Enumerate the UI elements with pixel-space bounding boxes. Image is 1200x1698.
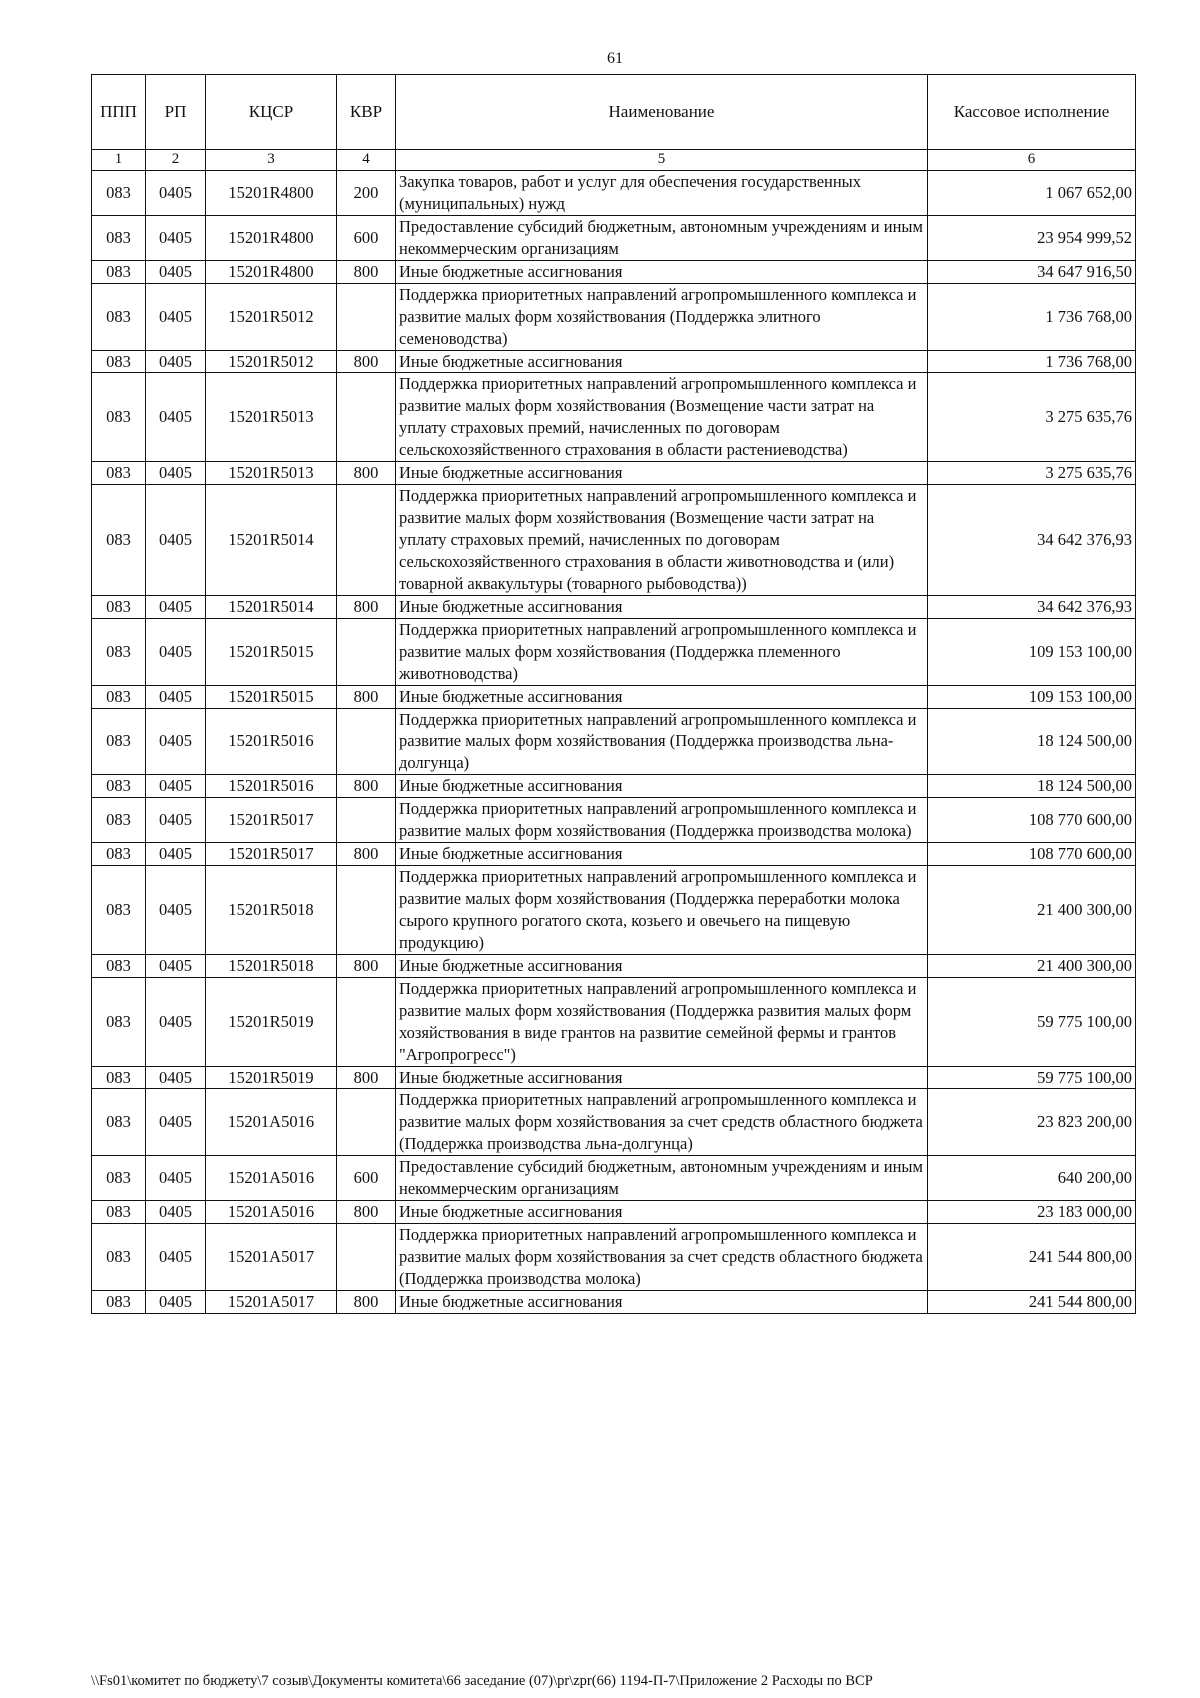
table-row: [92, 1201, 1136, 1224]
table-header-row: [92, 75, 1136, 150]
table-row: [92, 843, 1136, 866]
cell-name: Поддержка приоритетных направлений агропромышленного комплекса и развитие малых форм хозяйствования (Поддержка племенного животноводства): [396, 618, 928, 685]
cell-name: Иные бюджетные ассигнования: [396, 462, 928, 485]
table-row: [92, 1290, 1136, 1313]
cell-kcsr: 15201R5013: [206, 462, 337, 485]
cell-rp: 0405: [146, 1089, 206, 1156]
table-row: [92, 798, 1136, 843]
cell-kvr: 800: [337, 1201, 396, 1224]
cell-kcsr: 15201R5017: [206, 843, 337, 866]
table-row: [92, 1224, 1136, 1291]
table-row: [92, 866, 1136, 955]
column-number: 2: [146, 150, 206, 171]
cell-kvr: 800: [337, 462, 396, 485]
cell-amount: 59 775 100,00: [928, 977, 1136, 1066]
cell-kvr: 800: [337, 775, 396, 798]
cell-amount: 23 823 200,00: [928, 1089, 1136, 1156]
header-rp: РП: [146, 75, 206, 150]
cell-kvr: [337, 798, 396, 843]
cell-amount: 59 775 100,00: [928, 1066, 1136, 1089]
cell-rp: 0405: [146, 1224, 206, 1291]
cell-kcsr: 15201R5018: [206, 954, 337, 977]
cell-ppp: 083: [92, 1290, 146, 1313]
cell-amount: 34 642 376,93: [928, 595, 1136, 618]
cell-ppp: 083: [92, 775, 146, 798]
cell-rp: 0405: [146, 977, 206, 1066]
table-row: [92, 954, 1136, 977]
cell-kvr: 800: [337, 260, 396, 283]
cell-rp: 0405: [146, 215, 206, 260]
cell-kvr: [337, 977, 396, 1066]
cell-ppp: 083: [92, 373, 146, 462]
cell-rp: 0405: [146, 595, 206, 618]
cell-amount: 18 124 500,00: [928, 775, 1136, 798]
cell-amount: 109 153 100,00: [928, 618, 1136, 685]
cell-kvr: [337, 866, 396, 955]
cell-amount: 34 647 916,50: [928, 260, 1136, 283]
cell-ppp: 083: [92, 618, 146, 685]
cell-rp: 0405: [146, 954, 206, 977]
cell-rp: 0405: [146, 350, 206, 373]
table-row: [92, 373, 1136, 462]
cell-kcsr: 15201R5019: [206, 977, 337, 1066]
cell-name: Иные бюджетные ассигнования: [396, 954, 928, 977]
cell-ppp: 083: [92, 595, 146, 618]
table-row: [92, 1066, 1136, 1089]
table-row: [92, 775, 1136, 798]
page-number: 61: [607, 50, 623, 67]
cell-name: Иные бюджетные ассигнования: [396, 685, 928, 708]
cell-ppp: 083: [92, 685, 146, 708]
cell-rp: 0405: [146, 260, 206, 283]
column-number: 1: [92, 150, 146, 171]
cell-ppp: 083: [92, 1156, 146, 1201]
cell-amount: 18 124 500,00: [928, 708, 1136, 775]
cell-rp: 0405: [146, 866, 206, 955]
cell-amount: 1 736 768,00: [928, 350, 1136, 373]
cell-kcsr: 15201R5012: [206, 350, 337, 373]
table-row: [92, 595, 1136, 618]
cell-rp: 0405: [146, 485, 206, 596]
cell-amount: 3 275 635,76: [928, 373, 1136, 462]
cell-kvr: 200: [337, 171, 396, 216]
cell-amount: 241 544 800,00: [928, 1224, 1136, 1291]
cell-kcsr: 15201R5018: [206, 866, 337, 955]
cell-name: Поддержка приоритетных направлений агропромышленного комплекса и развитие малых форм хозяйствования (Поддержка развития малых форм хозяйствования в виде грантов на развитие семейной фермы и грантов "Агропрогресс"): [396, 977, 928, 1066]
table-body: [92, 171, 1136, 1314]
cell-kvr: [337, 283, 396, 350]
cell-kcsr: 15201R5015: [206, 685, 337, 708]
cell-amount: 1 067 652,00: [928, 171, 1136, 216]
cell-rp: 0405: [146, 1201, 206, 1224]
cell-kvr: 800: [337, 350, 396, 373]
cell-name: Иные бюджетные ассигнования: [396, 775, 928, 798]
cell-name: Иные бюджетные ассигнования: [396, 1066, 928, 1089]
cell-kcsr: 15201R4800: [206, 171, 337, 216]
cell-amount: 34 642 376,93: [928, 485, 1136, 596]
cell-kvr: [337, 373, 396, 462]
table-row: [92, 708, 1136, 775]
cell-kvr: [337, 1224, 396, 1291]
cell-kcsr: 15201R5019: [206, 1066, 337, 1089]
cell-name: Иные бюджетные ассигнования: [396, 843, 928, 866]
cell-rp: 0405: [146, 708, 206, 775]
column-number: 3: [206, 150, 337, 171]
cell-kcsr: 15201R5015: [206, 618, 337, 685]
footer-file-path: \\Fs01\комитет по бюджету\7 созыв\Документы комитета\66 заседание (07)\pr\zpr(66) 1194-П-7\Приложение 2 Расходы по ВСР: [91, 1673, 873, 1689]
cell-ppp: 083: [92, 843, 146, 866]
cell-kcsr: 15201R5012: [206, 283, 337, 350]
cell-ppp: 083: [92, 708, 146, 775]
cell-ppp: 083: [92, 215, 146, 260]
cell-kcsr: 15201A5016: [206, 1089, 337, 1156]
cell-rp: 0405: [146, 462, 206, 485]
cell-ppp: 083: [92, 1066, 146, 1089]
budget-table: [91, 74, 1136, 1314]
cell-amount: 23 183 000,00: [928, 1201, 1136, 1224]
cell-rp: 0405: [146, 775, 206, 798]
table-row: [92, 171, 1136, 216]
cell-kvr: 800: [337, 843, 396, 866]
cell-kvr: 600: [337, 215, 396, 260]
cell-ppp: 083: [92, 260, 146, 283]
cell-kvr: 800: [337, 954, 396, 977]
cell-kvr: 600: [337, 1156, 396, 1201]
cell-kvr: [337, 618, 396, 685]
table-row: [92, 260, 1136, 283]
cell-name: Иные бюджетные ассигнования: [396, 260, 928, 283]
cell-ppp: 083: [92, 798, 146, 843]
cell-amount: 1 736 768,00: [928, 283, 1136, 350]
cell-ppp: 083: [92, 283, 146, 350]
cell-ppp: 083: [92, 1089, 146, 1156]
table-row: [92, 618, 1136, 685]
cell-ppp: 083: [92, 462, 146, 485]
cell-name: Предоставление субсидий бюджетным, автономным учреждениям и иным некоммерческим организациям: [396, 215, 928, 260]
cell-rp: 0405: [146, 618, 206, 685]
cell-name: Поддержка приоритетных направлений агропромышленного комплекса и развитие малых форм хозяйствования за счет средств областного бюджета (Поддержка производства молока): [396, 1224, 928, 1291]
cell-kvr: [337, 1089, 396, 1156]
cell-rp: 0405: [146, 843, 206, 866]
header-kcsr: КЦСР: [206, 75, 337, 150]
column-number: 4: [337, 150, 396, 171]
cell-name: Поддержка приоритетных направлений агропромышленного комплекса и развитие малых форм хозяйствования (Возмещение части затрат на уплату страховых премий, начисленных по договорам сельскохозяйственного страхования в области растениеводства): [396, 373, 928, 462]
cell-amount: 3 275 635,76: [928, 462, 1136, 485]
cell-name: Иные бюджетные ассигнования: [396, 1290, 928, 1313]
cell-amount: 21 400 300,00: [928, 954, 1136, 977]
cell-rp: 0405: [146, 1290, 206, 1313]
cell-ppp: 083: [92, 866, 146, 955]
cell-kcsr: 15201R5014: [206, 485, 337, 596]
cell-name: Поддержка приоритетных направлений агропромышленного комплекса и развитие малых форм хозяйствования (Поддержка переработки молока сырого крупного рогатого скота, козьего и овечьего на пищевую продукцию): [396, 866, 928, 955]
cell-kcsr: 15201A5016: [206, 1201, 337, 1224]
table-row: [92, 485, 1136, 596]
cell-kcsr: 15201R5016: [206, 775, 337, 798]
header-amount: Кассовое исполнение: [928, 75, 1136, 150]
cell-ppp: 083: [92, 1224, 146, 1291]
cell-kcsr: 15201R4800: [206, 260, 337, 283]
cell-name: Иные бюджетные ассигнования: [396, 595, 928, 618]
column-number-row: [92, 150, 1136, 171]
cell-rp: 0405: [146, 1156, 206, 1201]
column-number: 5: [396, 150, 928, 171]
cell-rp: 0405: [146, 171, 206, 216]
cell-ppp: 083: [92, 171, 146, 216]
cell-ppp: 083: [92, 977, 146, 1066]
cell-name: Закупка товаров, работ и услуг для обеспечения государственных (муниципальных) нужд: [396, 171, 928, 216]
cell-amount: 108 770 600,00: [928, 798, 1136, 843]
cell-rp: 0405: [146, 798, 206, 843]
table-row: [92, 215, 1136, 260]
cell-kvr: [337, 485, 396, 596]
cell-ppp: 083: [92, 1201, 146, 1224]
cell-amount: 241 544 800,00: [928, 1290, 1136, 1313]
cell-ppp: 083: [92, 954, 146, 977]
cell-rp: 0405: [146, 373, 206, 462]
cell-name: Поддержка приоритетных направлений агропромышленного комплекса и развитие малых форм хозяйствования (Возмещение части затрат на уплату страховых премий, начисленных по договорам сельскохозяйственного страхования в области животноводства и (или) товарной аквакультуры (товарного рыбоводства)): [396, 485, 928, 596]
table-row: [92, 1156, 1136, 1201]
cell-amount: 108 770 600,00: [928, 843, 1136, 866]
table-row: [92, 283, 1136, 350]
column-number: 6: [928, 150, 1136, 171]
cell-kcsr: 15201A5017: [206, 1290, 337, 1313]
cell-kcsr: 15201R5017: [206, 798, 337, 843]
cell-kvr: [337, 708, 396, 775]
cell-ppp: 083: [92, 350, 146, 373]
header-kvr: КВР: [337, 75, 396, 150]
table-row: [92, 977, 1136, 1066]
cell-rp: 0405: [146, 1066, 206, 1089]
cell-ppp: 083: [92, 485, 146, 596]
cell-name: Предоставление субсидий бюджетным, автономным учреждениям и иным некоммерческим организациям: [396, 1156, 928, 1201]
cell-name: Поддержка приоритетных направлений агропромышленного комплекса и развитие малых форм хозяйствования за счет средств областного бюджета (Поддержка производства льна-долгунца): [396, 1089, 928, 1156]
cell-amount: 640 200,00: [928, 1156, 1136, 1201]
cell-name: Поддержка приоритетных направлений агропромышленного комплекса и развитие малых форм хозяйствования (Поддержка элитного семеноводства): [396, 283, 928, 350]
table-row: [92, 350, 1136, 373]
table-row: [92, 685, 1136, 708]
cell-name: Иные бюджетные ассигнования: [396, 1201, 928, 1224]
cell-amount: 23 954 999,52: [928, 215, 1136, 260]
table-row: [92, 1089, 1136, 1156]
cell-kvr: 800: [337, 685, 396, 708]
cell-name: Иные бюджетные ассигнования: [396, 350, 928, 373]
cell-kcsr: 15201R4800: [206, 215, 337, 260]
cell-kcsr: 15201R5013: [206, 373, 337, 462]
cell-kcsr: 15201A5017: [206, 1224, 337, 1291]
cell-amount: 21 400 300,00: [928, 866, 1136, 955]
cell-kcsr: 15201R5014: [206, 595, 337, 618]
cell-kcsr: 15201R5016: [206, 708, 337, 775]
cell-rp: 0405: [146, 685, 206, 708]
cell-kcsr: 15201A5016: [206, 1156, 337, 1201]
cell-kvr: 800: [337, 1290, 396, 1313]
cell-kvr: 800: [337, 595, 396, 618]
cell-kvr: 800: [337, 1066, 396, 1089]
header-name: Наименование: [396, 75, 928, 150]
header-ppp: ППП: [92, 75, 146, 150]
cell-name: Поддержка приоритетных направлений агропромышленного комплекса и развитие малых форм хозяйствования (Поддержка производства льна-долгунца): [396, 708, 928, 775]
cell-amount: 109 153 100,00: [928, 685, 1136, 708]
table-row: [92, 462, 1136, 485]
cell-name: Поддержка приоритетных направлений агропромышленного комплекса и развитие малых форм хозяйствования (Поддержка производства молока): [396, 798, 928, 843]
cell-rp: 0405: [146, 283, 206, 350]
